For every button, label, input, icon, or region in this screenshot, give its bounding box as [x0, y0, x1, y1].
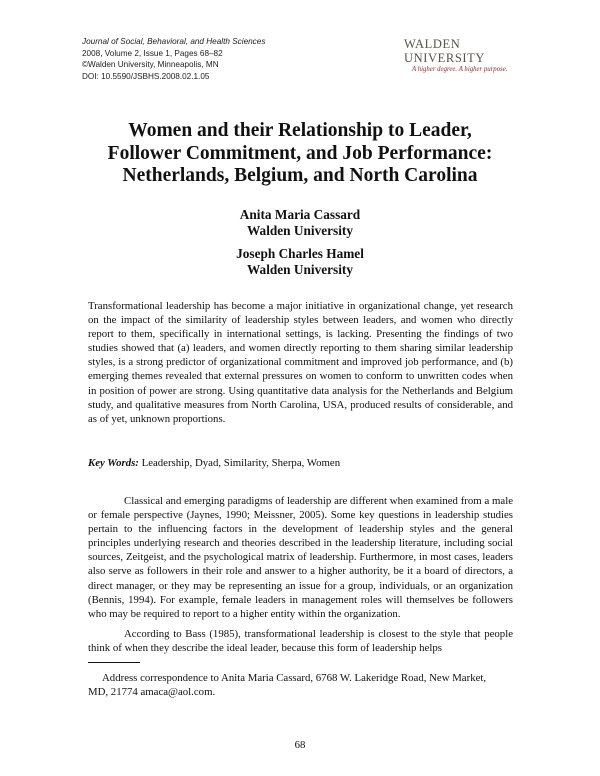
- author-block: [100, 207, 500, 239]
- page-number: 68: [294, 739, 306, 751]
- walden-university-logo: [404, 37, 526, 74]
- title-line: Netherlands, Belgium, and North Carolina: [122, 165, 478, 186]
- copyright-line: ©Walden University, Minneapolis, MN: [82, 60, 219, 70]
- title-line: Women and their Relationship to Leader,: [128, 120, 472, 141]
- footnote: Address correspondence to Anita Maria Cassard, 6768 W. Lakeridge Road, New Market, MD, 21774 amaca@aol.com.: [88, 672, 487, 699]
- journal-name: Journal of Social, Behavioral, and Health Sciences: [82, 37, 266, 46]
- logo-name: WALDEN UNIVERSITY: [404, 37, 485, 65]
- keywords-text: Leadership, Dyad, Similarity, Sherpa, Women: [141, 457, 341, 469]
- author-name: Joseph Charles Hamel: [236, 246, 364, 261]
- author-block: [100, 246, 500, 278]
- footnote-divider: [88, 662, 140, 663]
- keywords-label: Key Words:: [88, 457, 139, 469]
- paper-title: [60, 120, 540, 188]
- author-affiliation: Walden University: [246, 223, 353, 238]
- body-paragraph: Classical and emerging paradigms of leadership are different when examined from a male or female perspective (Jaynes, 1990; Meissner, 2005). Some key questions in leadership studies pertain to the influencing factors in the development of leadership styles and the general principles underlying research and theories described in the leadership literature, including social sources, Zeitgeist, and the psychological matrix of leadership. Furthermore, in most cases, leaders also serve as followers in their role and answer to a higher authority, be it a board of directors, a direct manager, or they may be representing an issue for a group, individuals, or an organization (Bennis, 1994). For example, female leaders in management roles will themselves be followers who may be required to report to a higher entity within the organization.: [88, 495, 513, 620]
- keywords: [88, 456, 513, 470]
- abstract: Transformational leadership has become a major initiative in organizational change, yet research on the impact of the similarity of leadership styles between leaders, and women who directly report to them, specifically in international settings, is lacking. Presenting the findings of two studies showed that (a) leaders, and women directly reporting to them sharing similar leadership styles, is a strong predictor of organizational commitment and improved job performance, and (b) emerging themes revealed that external pressures on women to conform to unwritten codes when in position of power are strong. Using quantitative data analysis for the Netherlands and Belgium study, and qualitative measures from North Carolina, USA, produced results of considerable, and as of yet, unknown proportions.: [88, 300, 513, 425]
- logo-tagline: A higher degree. A higher purpose.: [412, 66, 508, 73]
- doi-line: DOI: 10.5590/JSBHS.2008.02.1.05: [82, 71, 210, 81]
- author-name: Anita Maria Cassard: [239, 207, 361, 222]
- body-paragraph: According to Bass (1985), transformational leadership is closest to the style that people think of when they describe the ideal leader, because this form of leadership helps: [88, 628, 513, 655]
- journal-header: [82, 36, 265, 82]
- author-affiliation: Walden University: [246, 262, 353, 277]
- title-line: Follower Commitment, and Job Performance:: [107, 142, 493, 164]
- volume-info: 2008, Volume 2, Issue 1, Pages 68–82: [82, 48, 223, 58]
